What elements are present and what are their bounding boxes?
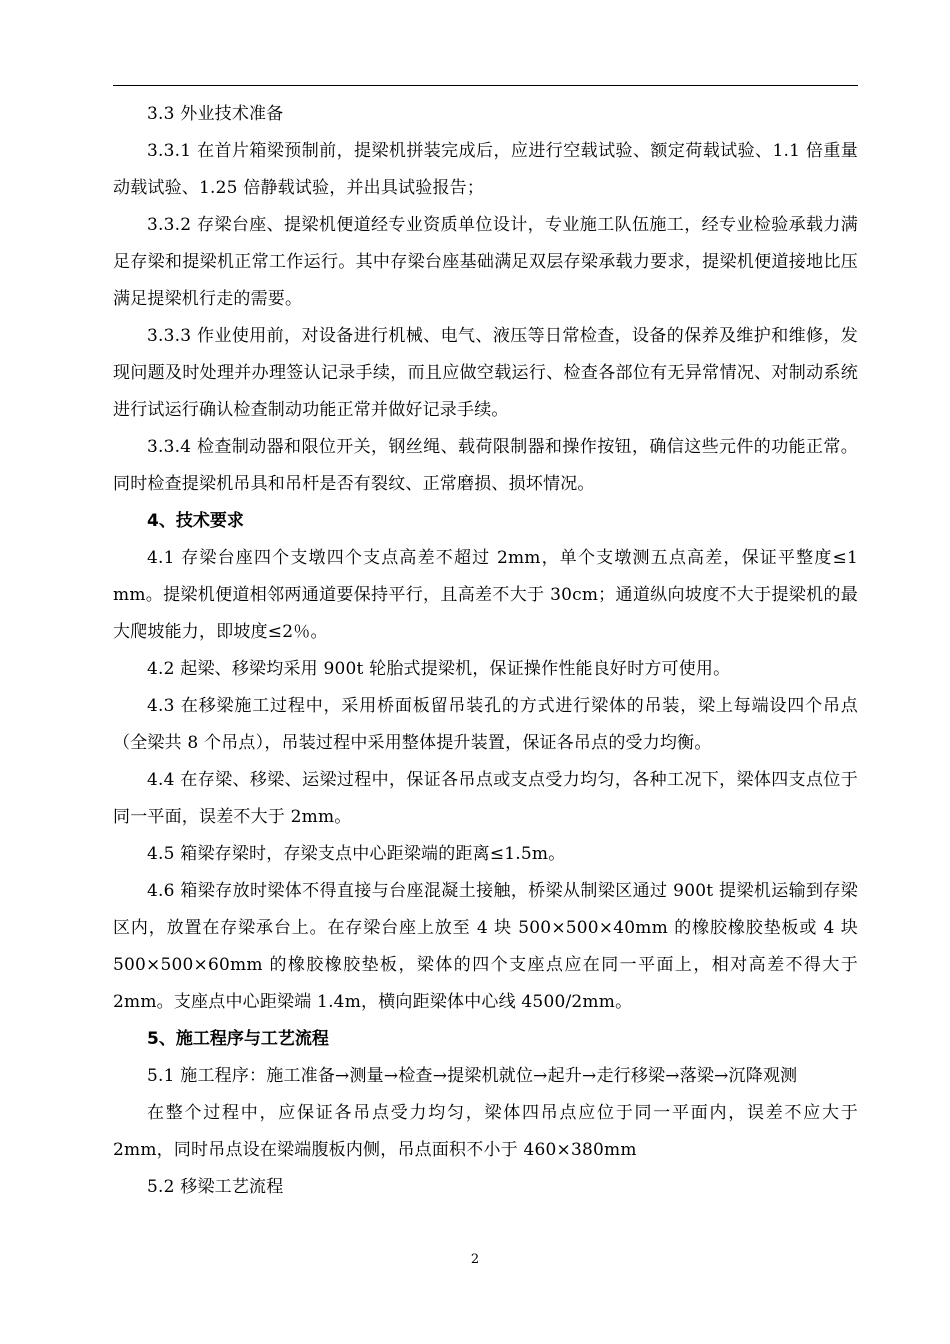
section-heading: 5、施工程序与工艺流程 <box>147 1029 329 1049</box>
paragraph: 3.3.1 在首片箱梁预制前，提梁机拼装完成后，应进行空载试验、额定荷载试验、1.1 倍重量动载试验、1.25 倍静载试验，并出具试验报告； <box>113 141 858 198</box>
paragraph: 3.3.2 存梁台座、提梁机便道经专业资质单位设计，专业施工队伍施工，经专业检验承载力满足存梁和提梁机正常工作运行。其中存梁台座基础满足双层存梁承载力要求，提梁机便道接地比压满足提梁机行走的需要。 <box>113 215 858 309</box>
paragraph: 4.2 起梁、移梁均采用 900t 轮胎式提梁机，保证操作性能良好时方可使用。 <box>147 659 731 679</box>
paragraph: 4.5 箱梁存梁时，存梁支点中心距梁端的距离≤1.5m。 <box>147 844 566 864</box>
paragraph: 4.6 箱梁存放时梁体不得直接与台座混凝土接触，桥梁从制梁区通过 900t 提梁机运输到存梁区内，放置在存梁承台上。在存梁台座上放至 4 块 500×500×40mm 的橡胶橡胶垫板或 4 块 500×500×60mm 的橡胶橡胶垫板，梁体的四个支座点应在同一平面上，相对高差不得大于 2mm。支座点中心距梁端 1.4m，横向距梁体中心线 4500/2mm。 <box>113 881 858 1012</box>
section-heading: 4、技术要求 <box>147 511 244 531</box>
paragraph: 3.3.3 作业使用前，对设备进行机械、电气、液压等日常检查，设备的保养及维护和维修，发现问题及时处理并办理签认记录手续，而且应做空载运行、检查各部位有无异常情况、对制动系统进行试运行确认检查制动功能正常并做好记录手续。 <box>113 326 858 420</box>
paragraph: 4.3 在移梁施工过程中，采用桥面板留吊装孔的方式进行梁体的吊装，梁上每端设四个吊点（全梁共 8 个吊点），吊装过程中采用整体提升装置，保证各吊点的受力均衡。 <box>113 696 858 753</box>
paragraph: 3.3.4 检查制动器和限位开关，钢丝绳、载荷限制器和操作按钮，确信这些元件的功能正常。同时检查提梁机吊具和吊杆是否有裂纹、正常磨损、损坏情况。 <box>113 437 858 494</box>
paragraph: 4.1 存梁台座四个支墩四个支点高差不超过 2mm，单个支墩测五点高差，保证平整度≤1 mm。提梁机便道相邻两通道要保持平行，且高差不大于 30cm；通道纵向坡度不大于提梁机的最大爬坡能力，即坡度≤2％。 <box>113 548 858 642</box>
paragraph: 5.2 移梁工艺流程 <box>147 1177 284 1197</box>
section-heading: 3.3 外业技术准备 <box>147 104 284 124</box>
header-rule <box>113 85 858 86</box>
document-body <box>113 96 858 1206</box>
paragraph: 4.4 在存梁、移梁、运梁过程中，保证各吊点或支点受力均匀，各种工况下，梁体四支点位于同一平面，误差不大于 2mm。 <box>113 770 858 827</box>
page-number: 2 <box>470 1252 480 1267</box>
paragraph: 在整个过程中，应保证各吊点受力均匀，梁体四吊点应位于同一平面内，误差不应大于 2mm，同时吊点设在梁端腹板内侧，吊点面积不小于 460×380mm <box>113 1103 858 1160</box>
paragraph: 5.1 施工程序：施工准备→测量→检查→提梁机就位→起升→走行移梁→落梁→沉降观测 <box>147 1066 798 1086</box>
